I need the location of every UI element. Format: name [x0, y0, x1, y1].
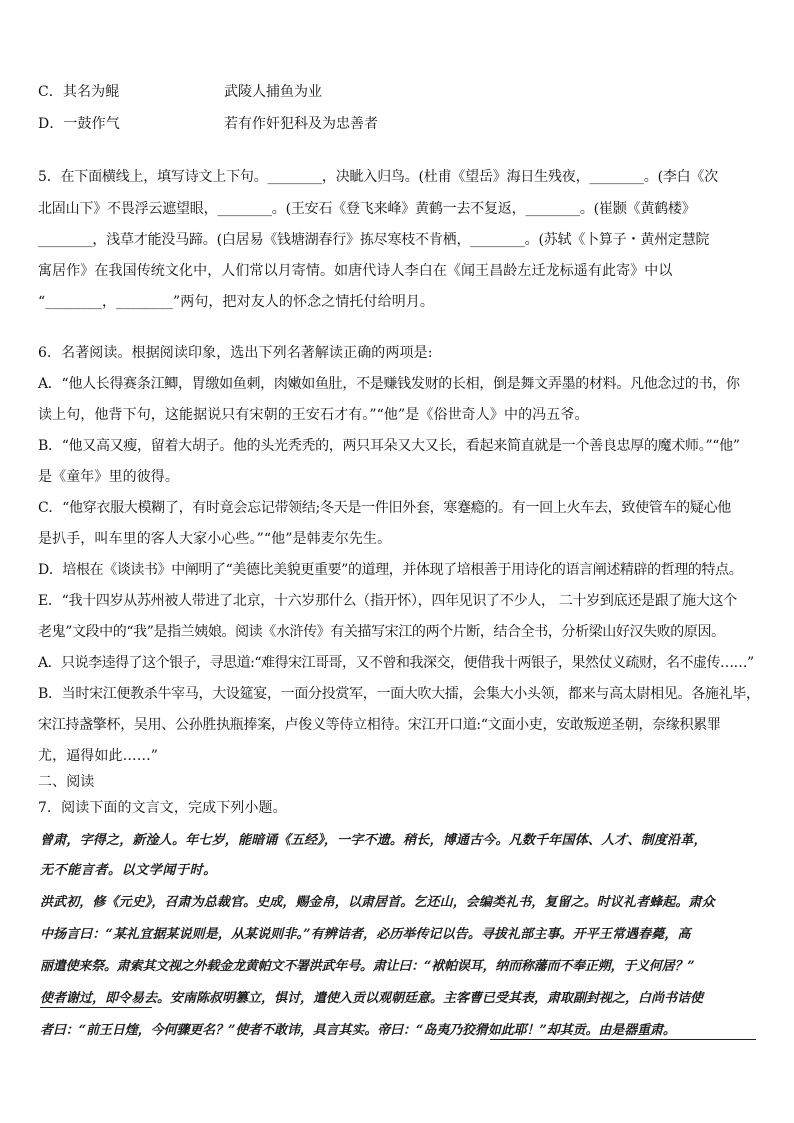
option-d-left: D．一鼓作气: [38, 116, 120, 132]
q6-sub-b-3: 尤，逼得如此……”: [38, 748, 159, 764]
q6-sub-a: A．只说李逵得了这个银子，寻思道:“难得宋江哥哥，又不曾和我深交，便借我十两银子，果然仗义疏财，名不虚传……”: [38, 655, 754, 671]
passage-line-6: 使者谢过，即令易去。安南陈叔明篡立，惧讨，遣使入贡以观朝廷意。主客曹已受其表，肃取副封视之，白尚书诘使: [40, 991, 704, 1006]
q6-d: D．培根在《谈读书》中阐明了“美德比美貌更重要”的道理，并体现了培根善于用诗化的语言阐述精辟的哲理的特点。: [38, 562, 743, 578]
passage-line-3: 洪武初，修《元史》，召肃为总裁官。史成，赐金帛，以肃居首。乞还山，会编类礼书，复留之。时议礼者蜂起。肃众: [40, 895, 715, 910]
section-heading: 二、阅读: [38, 774, 95, 790]
q6-sub-b-1: B．当时宋江便教杀牛宰马，大设筵宴，一面分投赏军，一面大吹大擂，会集大小头领，都来与高太尉相见。各施礼毕，: [38, 686, 760, 702]
option-c-right: 武陵人捕鱼为业: [224, 84, 322, 100]
underline-mark: [490, 1039, 756, 1040]
passage-line-7: 者曰：“前王日煃，今何骤更名？”使者不敢讳，具言其实。帝曰：“岛夷乃狡猾如此耶！”却其贡。由是器重肃。: [40, 1023, 676, 1038]
q5-line-3: ________，浅草才能没马蹄。(白居易《钱塘湖春行》拣尽寒枝不肯栖，________。(苏轼《卜算子・黄州定慧院: [38, 232, 710, 248]
q5-line-4: 寓居作》在我国传统文化中，人们常以月寄情。如唐代诗人李白在《闻王昌龄左迁龙标遥有此寄》中以: [38, 263, 673, 279]
q6-a-1: A．“他人长得赛条江鲫，胃缴如鱼刺，肉嫩如鱼肚，不是赚钱发财的长相，倒是舞文弄墨的材料。凡他念过的书，你: [38, 376, 740, 392]
q6-b-2: 是《童年》里的彼得。: [38, 469, 179, 485]
q6-e-2: 老鬼”文段中的“我”是指兰姨娘。阅读《水浒传》有关描写宋江的两个片断，结合全书，分析梁山好汉失败的原因。: [38, 624, 725, 640]
q5-line-5: “________，________”两句，把对友人的怀念之情托付给明月。: [38, 294, 435, 310]
option-c-left: C．其名为鲲: [38, 84, 120, 100]
q6-sub-b-2: 宋江持盏擎杯，吴用、公孙胜执瓶捧案，卢俊义等侍立相待。宋江开口道:“文面小吏，安敢叛逆圣朝，奈缘积累罪: [38, 717, 721, 733]
q5-line-2: 北固山下》不畏浮云遮望眼，________。(王安石《登飞来峰》黄鹤一去不复返，________。(崔颢《黄鹤楼》: [38, 201, 696, 217]
q7-stem: 7．阅读下面的文言文，完成下列小题。: [38, 800, 287, 816]
passage-line-5: 丽遣使来祭。肃索其文视之外载金龙黄帕文不署洪武年号。肃让曰：“袱帕误耳，纳而称藩而不奉正朔，于义何居？”: [40, 959, 695, 974]
q5-line-1: 5．在下面横线上，填写诗文上下句。________，决眦入归鸟。(杜甫《望岳》海日生残夜，________。(李白《次: [38, 169, 719, 185]
passage-line-2: 无不能言者。以文学闻于时。: [40, 863, 217, 878]
option-c: [38, 82, 119, 102]
passage-line-4: 中扬言曰：“某礼宜据某说则是，从某说则非。”有辨诘者，必历举传记以告。寻拔礼部主事。开平王常遇春薨，高: [40, 927, 691, 942]
q6-stem: 6．名著阅读。根据阅读印象，选出下列名著解读正确的两项是:: [38, 345, 433, 361]
passage-line-1: 曾肃，字得之，新淦人。年七岁，能暗诵《五经》，一字不遗。稍长，博通古今。凡数千年国体、人才、制度沿革，: [40, 833, 707, 848]
option-d-right: 若有作奸犯科及为忠善者: [224, 116, 378, 132]
q6-c-2: 是扒手，叫车里的客人大家小心些。”“他”是韩麦尔先生。: [38, 531, 392, 547]
underline-mark: [40, 1007, 152, 1008]
q6-e-1: E．“我十四岁从苏州被人带进了北京，十六岁那什么（指开怀），四年见识了不少人， 二十岁到底还是跟了施大这个: [38, 593, 737, 609]
q6-a-2: 读上句，他背下句，这能据说只有宋朝的王安石才有。”“他”是《俗世奇人》中的冯五爷。: [38, 407, 589, 423]
option-d: [38, 114, 120, 134]
q6-b-1: B．“他又高又瘦，留着大胡子。他的头光秃秃的，两只耳朵又大又长，看起来简直就是一个善良忠厚的魔术师。”“他”: [38, 438, 740, 454]
q6-c-1: C．“他穿衣服大模糊了，有时竟会忘记带领结;冬天是一件旧外套，寒蹇瘾的。有一回上火车去，致使管车的疑心他: [38, 500, 731, 516]
